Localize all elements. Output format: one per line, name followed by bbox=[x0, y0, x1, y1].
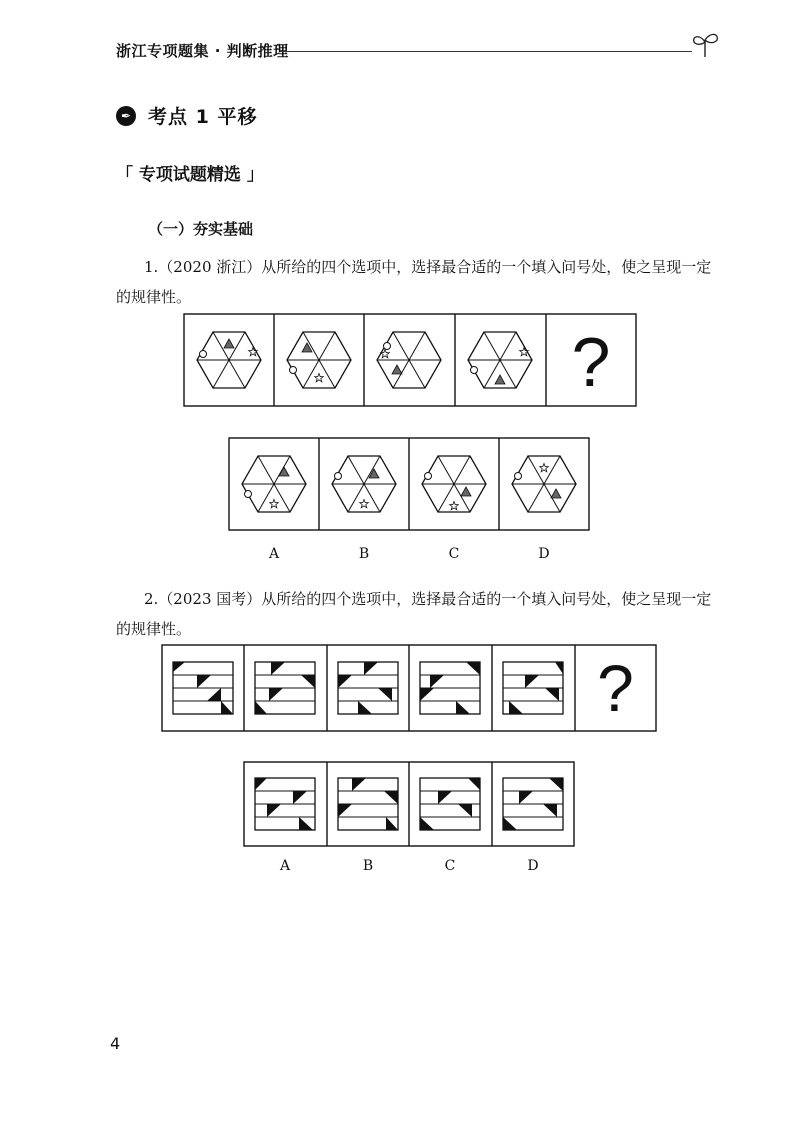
q2-option-d-label: D bbox=[527, 858, 539, 874]
q1-figure-1 bbox=[197, 332, 261, 388]
q1-figure-2 bbox=[287, 332, 351, 388]
q1-options-row bbox=[229, 438, 589, 530]
part-title: （一）夯实基础 bbox=[148, 220, 254, 238]
q2-option-d-figure bbox=[503, 778, 563, 830]
q2-option-c-label: C bbox=[444, 858, 456, 874]
q2-figure-1 bbox=[173, 662, 233, 714]
q1-option-d-figure bbox=[512, 456, 576, 512]
q2-figure-3 bbox=[338, 662, 398, 714]
q1-option-c-label: C bbox=[448, 546, 460, 562]
q2-question-mark: ? bbox=[597, 651, 634, 725]
q2-option-a-label: A bbox=[279, 858, 291, 874]
q1-figure-4 bbox=[468, 332, 532, 388]
question-2-text: 2.（2023 国考）从所给的四个选项中，选择最合适的一个填入问号处，使之呈现一定的规律性。 bbox=[116, 590, 712, 638]
running-header: 浙江专项题集 · 判断推理 bbox=[116, 42, 289, 60]
q2-options-row bbox=[244, 762, 574, 846]
q2-option-a-figure bbox=[255, 778, 315, 830]
q1-option-c-figure bbox=[422, 456, 486, 512]
q2-figure-4 bbox=[420, 662, 480, 714]
q2-option-b-label: B bbox=[362, 858, 374, 874]
q1-figure-3 bbox=[377, 332, 441, 388]
q1-option-b-label: B bbox=[358, 546, 370, 562]
q1-option-a-figure bbox=[242, 456, 306, 512]
q1-option-d-label: D bbox=[538, 546, 550, 562]
page-number: 4 bbox=[110, 1034, 121, 1053]
q1-option-a-label: A bbox=[268, 546, 280, 562]
subsection-title: 「 专项试题精选 」 bbox=[116, 165, 264, 185]
question-1-text: 1.（2020 浙江）从所给的四个选项中，选择最合适的一个填入问号处，使之呈现一定的规律性。 bbox=[116, 258, 712, 306]
q2-option-c-figure bbox=[420, 778, 480, 830]
q2-figure-2 bbox=[255, 662, 315, 714]
pen-nib-icon: ✒ bbox=[116, 106, 136, 126]
q1-question-mark: ? bbox=[571, 323, 611, 401]
q1-option-b-figure bbox=[332, 456, 396, 512]
q2-figure-5 bbox=[503, 662, 563, 714]
section-title: 考点 1 平移 bbox=[148, 106, 258, 128]
q2-option-b-figure bbox=[338, 778, 398, 830]
